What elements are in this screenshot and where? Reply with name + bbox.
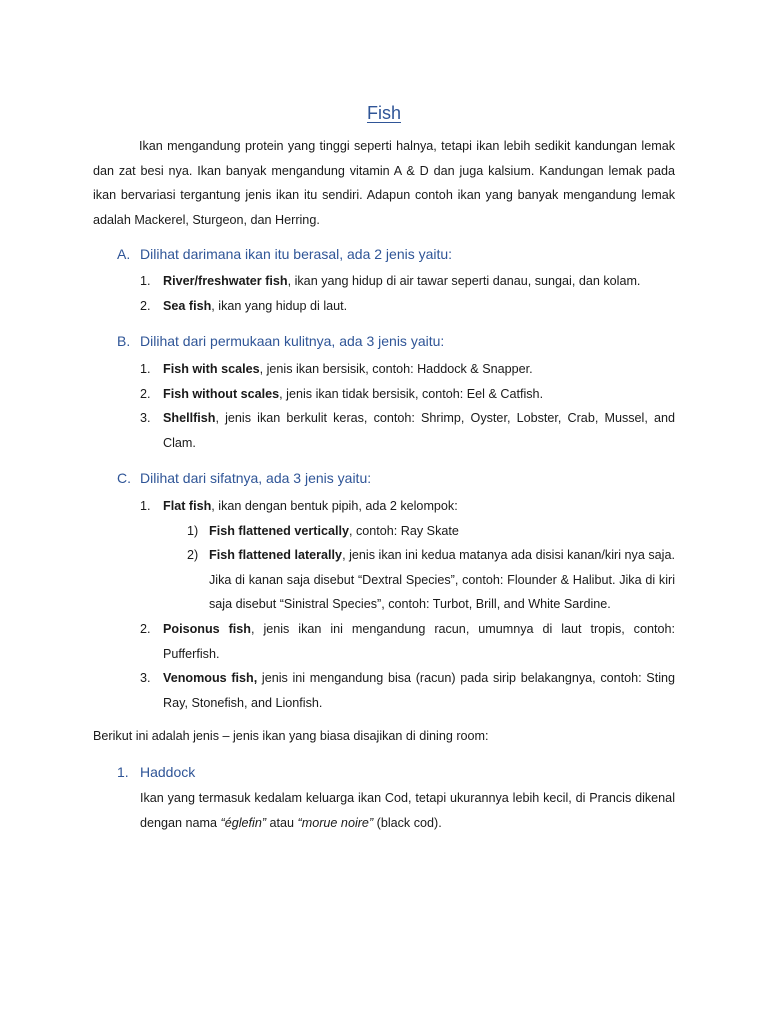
item-body: [163, 357, 675, 382]
item-term: River/freshwater fish: [163, 274, 288, 288]
page-title: Fish: [366, 103, 401, 123]
haddock-text: Ikan yang termasuk kedalam keluarga ikan Cod, tetapi ukurannya lebih kecil, di Prancis dikenal dengan nama: [140, 791, 675, 830]
item-text: , jenis ikan ini kedua matanya ada disisi kanan/kiri nya saja. Jika di kanan saja disebut “Dextral Species”, contoh: Flounder & Halibut. Jika di kiri saja disebut “Sinistral Species”, contoh: Turbot, Brill, and White Sardine.: [209, 548, 675, 612]
item-body: [163, 666, 675, 715]
haddock-paragraph: [140, 786, 675, 835]
dining-room-paragraph: Berikut ini adalah jenis – jenis ikan yang biasa disajikan di dining room:: [93, 729, 489, 743]
haddock-heading: [117, 764, 677, 784]
item-text: , ikan yang hidup di air tawar seperti danau, sungai, dan kolam.: [287, 274, 641, 288]
haddock-name-french: “églefin”: [220, 815, 267, 830]
item-text: , contoh: Ray Skate: [348, 524, 459, 538]
item-number: 3.: [140, 411, 151, 425]
item-term: Flat fish: [163, 499, 212, 513]
haddock-text: (black cod).: [373, 815, 442, 830]
item-number: 2.: [140, 387, 151, 401]
item-term: Poisonus fish: [163, 622, 252, 636]
item-term: Fish without scales: [163, 387, 280, 401]
item-number: 3.: [140, 671, 151, 685]
item-term: Fish flattened vertically: [209, 524, 349, 538]
section-c-heading: [117, 470, 677, 490]
item-term: Sea fish: [163, 299, 212, 313]
item-number: 1.: [140, 274, 151, 288]
section-c-title: Dilihat dari sifatnya, ada 3 jenis yaitu:: [140, 470, 372, 486]
item-number: 1): [187, 524, 199, 538]
item-text: , ikan dengan bentuk pipih, ada 2 kelompok:: [211, 499, 458, 513]
section-b-title: Dilihat dari permukaan kulitnya, ada 3 jenis yaitu:: [140, 333, 445, 349]
haddock-number: 1.: [117, 764, 129, 780]
item-body: [163, 406, 675, 455]
section-a-heading: [117, 246, 677, 266]
item-body: [163, 269, 675, 294]
item-text: , jenis ikan tidak bersisik, contoh: Eel & Catfish.: [279, 387, 544, 401]
section-a-title: Dilihat darimana ikan itu berasal, ada 2 jenis yaitu:: [140, 246, 453, 262]
item-text: jenis ini mengandung bisa (racun) pada sirip belakangnya, contoh: Sting Ray, Stonefish, and Lionfish.: [163, 671, 675, 710]
intro-paragraph: Ikan mengandung protein yang tinggi seperti halnya, tetapi ikan lebih sedikit kandungan lemak dan zat besi nya. Ikan banyak mengandung vitamin A & D dan juga kalsium. Kandungan lemak pada ikan bervariasi tergantung jenis ikan itu sendiri. Adapun contoh ikan yang banyak mengandung lemak adalah Mackerel, Sturgeon, dan Herring.: [93, 139, 675, 227]
item-number: 2): [187, 548, 199, 562]
item-text: , jenis ikan berkulit keras, contoh: Shrimp, Oyster, Lobster, Crab, Mussel, and Clam.: [163, 411, 675, 450]
item-body: [209, 519, 675, 544]
haddock-name-alt: “morue noire”: [297, 815, 374, 830]
section-a-label: A.: [117, 246, 131, 262]
item-body: [163, 294, 675, 319]
item-body: [163, 617, 675, 666]
item-term: Shellfish: [163, 411, 216, 425]
item-number: 2.: [140, 299, 151, 313]
item-number: 2.: [140, 622, 151, 636]
haddock-title: Haddock: [140, 764, 196, 780]
item-number: 1.: [140, 362, 151, 376]
section-b-heading: [117, 333, 677, 353]
item-text: , jenis ikan ini mengandung racun, umumnya di laut tropis, contoh: Pufferfish.: [163, 622, 675, 661]
item-term: Fish flattened laterally: [209, 548, 343, 562]
item-body: [163, 494, 675, 519]
item-body: [209, 543, 675, 617]
section-b-label: B.: [117, 333, 131, 349]
item-body: [163, 382, 675, 407]
item-text: , ikan yang hidup di laut.: [211, 299, 348, 313]
item-term: Venomous fish,: [163, 671, 258, 685]
item-text: , jenis ikan bersisik, contoh: Haddock & Snapper.: [259, 362, 533, 376]
item-number: 1.: [140, 499, 151, 513]
haddock-text: atau: [266, 815, 298, 830]
section-c-label: C.: [117, 470, 131, 486]
item-term: Fish with scales: [163, 362, 260, 376]
